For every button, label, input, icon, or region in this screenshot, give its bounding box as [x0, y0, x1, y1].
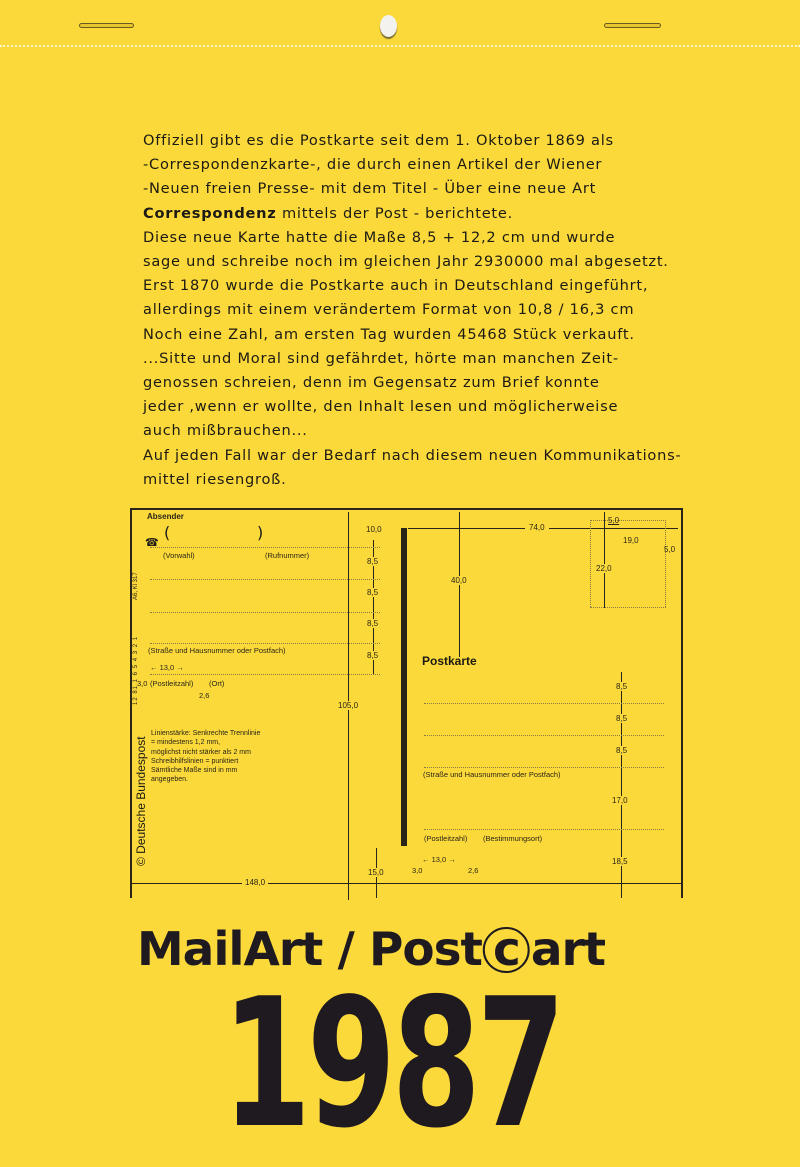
- dim-13-right: ← 13,0 →: [422, 855, 456, 864]
- writing-line: [150, 674, 380, 675]
- dim-5-top: 5,0: [608, 516, 620, 525]
- dim-40: 40,0: [451, 576, 467, 585]
- dim-18-5: 18,5: [612, 857, 628, 866]
- hanger-slot-left: [79, 23, 134, 28]
- writing-line: [424, 767, 664, 768]
- text-line: Erst 1870 wurde die Postkarte auch in Deutschland eingeführt,: [143, 277, 649, 295]
- text-line: ...Sitte und Moral sind gefährdet, hörte man manchen Zeit-: [143, 349, 619, 367]
- text-line: [143, 202, 681, 226]
- writing-line: [424, 735, 664, 736]
- text-line: -Neuen freien Presse- mit dem Titel - Über eine neue Art: [143, 180, 597, 198]
- frame-top: [130, 508, 682, 510]
- text-line: -Correspondenzkarte-, die durch einen Artikel der Wiener: [143, 156, 603, 174]
- plz-label-left: (Postleitzahl): [150, 679, 194, 688]
- writing-line: [150, 643, 380, 644]
- bestimmungsort-label: (Bestimmungsort): [483, 834, 543, 843]
- dim-8-5: 8,5: [367, 619, 379, 628]
- rufnummer-label: (Rufnummer): [265, 551, 310, 560]
- writing-line: [150, 612, 380, 613]
- writing-line: [424, 703, 664, 704]
- dim-2-6-right: 2,6: [468, 866, 479, 875]
- dim-8-5: 8,5: [616, 746, 628, 755]
- dim-8-5: 8,5: [616, 714, 628, 723]
- dim-8-5: 8,5: [367, 588, 379, 597]
- writing-line: [150, 579, 380, 580]
- divider-bar: [401, 528, 407, 846]
- hanger-slot-right: [604, 23, 661, 28]
- note-line: Linienstärke: Senkrechte Trennlinie: [151, 730, 261, 737]
- side-code-2: 12 81 1 6 5 4 3 2 1: [133, 635, 139, 705]
- circled-c: c: [483, 927, 530, 973]
- stamp-box-right: [665, 520, 666, 607]
- text-line: Noch eine Zahl, am ersten Tag wurden 45468 Stück verkauft.: [143, 325, 635, 343]
- postkarte-label: Postkarte: [422, 654, 477, 668]
- article-text: [143, 129, 681, 492]
- vorwahl-label: (Vorwahl): [163, 551, 195, 560]
- stamp-box-top: [590, 520, 666, 521]
- writing-line: [424, 829, 664, 830]
- dim-8-5: 8,5: [367, 651, 379, 660]
- stamp-box-bottom: [590, 607, 666, 608]
- note-line: angegeben.: [151, 776, 188, 784]
- title-part: MailArt / Post: [137, 922, 482, 976]
- text-line: jeder ,wenn er wollte, den Inhalt lesen und möglicherweise: [143, 398, 619, 416]
- side-code-1: A6, Kl 317: [133, 572, 139, 600]
- dim-22: 22,0: [596, 564, 612, 573]
- dim-2-6-left: 2,6: [199, 691, 210, 700]
- dim-19: 19,0: [620, 536, 642, 545]
- text-line: Offiziell gibt es die Postkarte seit dem 1. Oktober 1869 als: [143, 132, 614, 149]
- text-line: Auf jeden Fall war der Bedarf nach diesem neuen Kommunikations-: [143, 446, 682, 464]
- dim-15: 15,0: [368, 868, 384, 877]
- paren-close: ): [257, 523, 264, 542]
- frame-right: [681, 508, 683, 898]
- note-line: möglichst nicht stärker als 2 mm: [151, 748, 251, 756]
- copyright-label: © Deutsche Bundespost: [134, 736, 148, 866]
- dim-17: 17,0: [612, 796, 628, 805]
- note-line: Sämtliche Maße sind in mm: [151, 767, 238, 775]
- dim-3-left: 3,0: [137, 679, 148, 688]
- hanger-hole: [380, 15, 397, 37]
- text-line: genossen schreien, denn im Gegensatz zum Brief konnte: [143, 374, 600, 392]
- text-line: allerdings mit einem verändertem Format von 10,8 / 16,3 cm: [143, 301, 635, 319]
- text-line: mittel riesengroß.: [143, 470, 287, 488]
- dimension-line-22: [604, 512, 605, 608]
- frame-left: [130, 508, 132, 898]
- perforation-line: [0, 45, 800, 47]
- dim-74: 74,0: [525, 523, 549, 532]
- strasse-label-left: (Straße und Hausnummer oder Postfach): [148, 646, 286, 655]
- text-fragment: mittels der Post - berichtete.: [281, 204, 514, 222]
- note-line: Schreibhilfslinien = punktiert: [151, 757, 239, 765]
- dim-105: 105,0: [338, 701, 359, 710]
- dim-3-right: 3,0: [412, 866, 423, 875]
- absender-label: Absender: [147, 512, 184, 521]
- dim-8-5: 8,5: [616, 682, 628, 691]
- bold-word: Correspondenz: [143, 204, 277, 222]
- dim-10: 10,0: [366, 525, 382, 534]
- stamp-box-left: [590, 520, 591, 607]
- dim-13-left: ← 13,0 →: [150, 663, 184, 672]
- dim-148: 148,0: [242, 878, 268, 887]
- dim-5-right: 5,0: [664, 545, 676, 554]
- title-part: art: [530, 922, 606, 976]
- dim-8-5: 8,5: [367, 557, 379, 566]
- text-line: sage und schreibe noch im gleichen Jahr 2930000 mal abgesetzt.: [143, 253, 669, 271]
- telephone-icon: ☎: [145, 536, 159, 549]
- strasse-label-right: (Straße und Hausnummer oder Postfach): [423, 770, 561, 779]
- notes: [151, 729, 260, 785]
- paren-open: (: [164, 523, 171, 542]
- calendar-year: 1987: [222, 960, 562, 1167]
- note-line: = mindestens 1,2 mm,: [151, 739, 221, 747]
- plz-label-right: (Postleitzahl): [424, 834, 468, 843]
- dimension-line-148: [131, 883, 681, 884]
- ort-label: (Ort): [209, 679, 225, 688]
- text-line: auch mißbrauchen...: [143, 422, 308, 440]
- text-line: Diese neue Karte hatte die Maße 8,5 + 12,2 cm und wurde: [143, 228, 616, 246]
- writing-line: [150, 547, 380, 548]
